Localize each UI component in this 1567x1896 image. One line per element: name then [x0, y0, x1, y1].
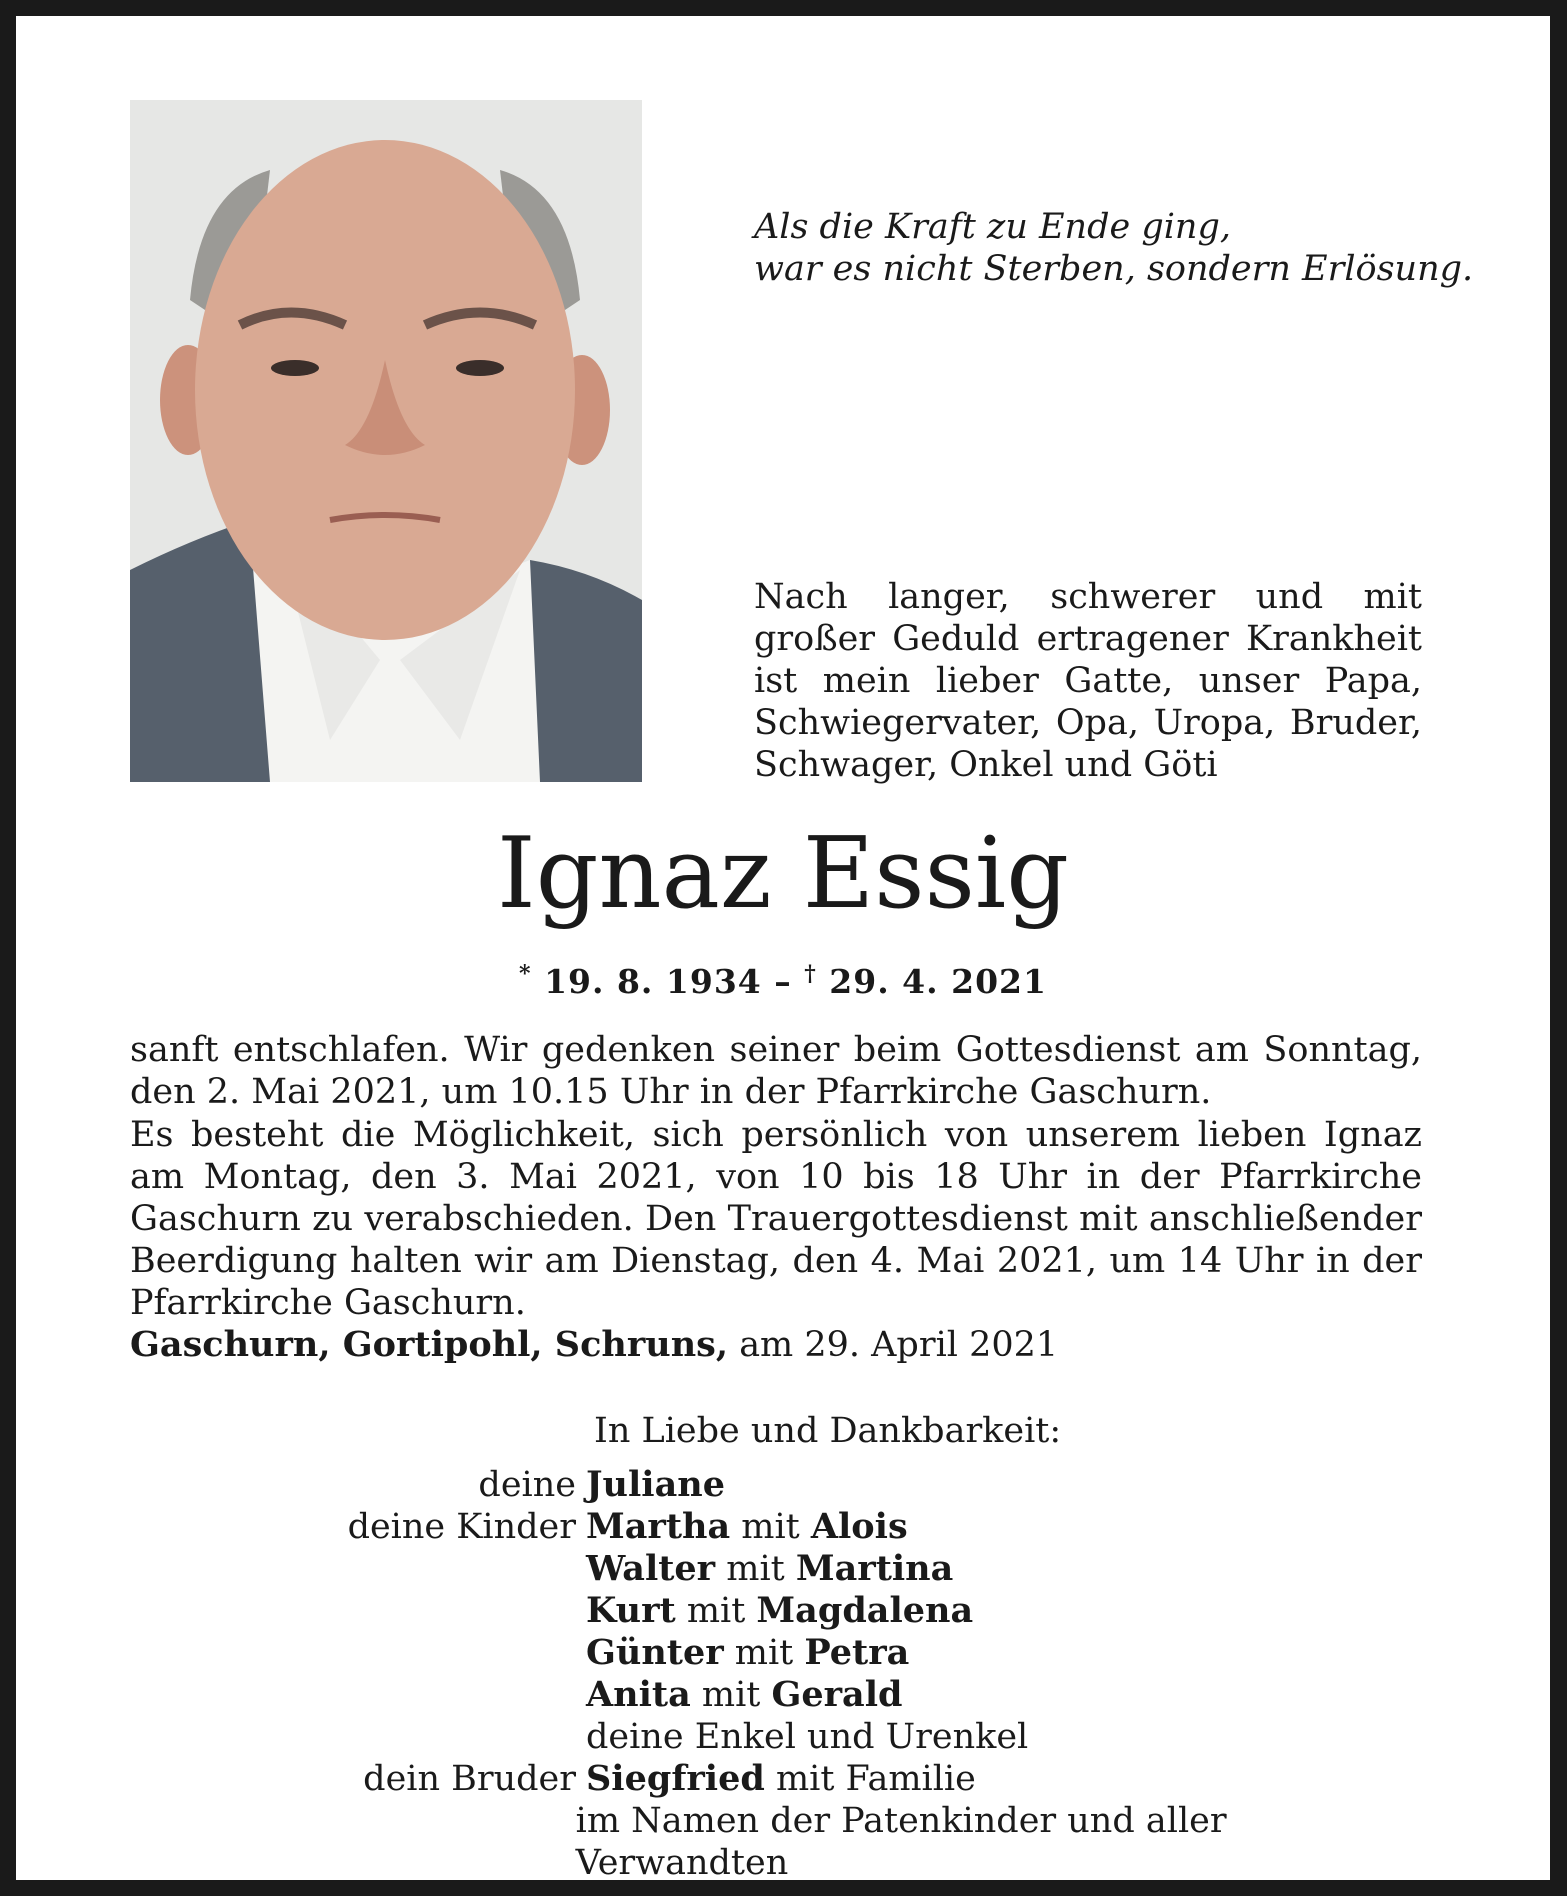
intro-text: Nach langer, schwerer und mit großer Geduld ertragener Krankheit ist mein lieber Gatte, unser Papa, Schwiegervater, Opa, Uropa, Bruder, Schwager, Onkel und Göti [754, 577, 1422, 785]
child-name: Kurt [586, 1590, 676, 1631]
birth-symbol: * [519, 961, 532, 987]
mourner-row [130, 1464, 1430, 1506]
place-date-line [130, 1324, 1058, 1365]
mourner-row [130, 1758, 1430, 1800]
deceased-name: Ignaz Essig [497, 817, 1069, 931]
with-word: mit [690, 1675, 772, 1715]
child-partner: Gerald [771, 1674, 903, 1715]
place-date: am 29. April 2021 [728, 1325, 1059, 1365]
wife-name: Juliane [586, 1464, 725, 1505]
child-name: Anita [586, 1674, 691, 1715]
portrait-illustration [130, 100, 642, 782]
farewell-paragraph: Es besteht die Möglichkeit, sich persönlich von unserem lieben Ignaz am Montag, den 3. Mai 2021, von 10 bis 18 Uhr in der Pfarrkirche Gaschurn zu verabschieden. Den Trauergottesdienst mit anschließender Beerdigung halten wir am Dienstag, den 4. Mai 2021, um 14 Uhr in der Pfarrkirche Gaschurn. [130, 1115, 1422, 1323]
service-paragraph: sanft entschlafen. Wir gedenken seiner beim Gottesdienst am Sonntag, den 2. Mai 2021, um 10.15 Uhr in der Pfarrkirche Gaschurn. [130, 1030, 1422, 1112]
children-label: deine Kinder [347, 1507, 576, 1547]
brother-suffix: mit Familie [764, 1759, 976, 1799]
child-name: Günter [586, 1632, 724, 1673]
wife-label: deine [478, 1465, 576, 1505]
motto [754, 206, 1514, 290]
birth-date: 19. 8. 1934 [544, 962, 762, 1001]
motto-line-1: Als die Kraft zu Ende ging, [754, 207, 1231, 247]
with-word: mit [723, 1633, 805, 1673]
motto-line-2: war es nicht Sterben, sondern Erlösung. [754, 249, 1474, 289]
with-word: mit [715, 1549, 796, 1589]
thanks-line: In Liebe und Dankbarkeit: [594, 1411, 1062, 1451]
place-towns: Gaschurn, Gortipohl, Schruns, [130, 1324, 729, 1365]
mourner-row [130, 1800, 1430, 1884]
mourner-row [130, 1590, 1430, 1632]
portrait-photo [130, 100, 642, 782]
brother-label: dein Bruder [363, 1759, 576, 1799]
mourner-row [130, 1674, 1430, 1716]
child-name: Martha [586, 1506, 731, 1547]
mourner-row [130, 1632, 1430, 1674]
date-dash: – [774, 962, 792, 1001]
closing-line: im Namen der Patenkinder und aller Verwandten [575, 1801, 1227, 1883]
obituary-page [16, 16, 1550, 1883]
mourner-row [130, 1548, 1430, 1590]
brother-name: Siegfried [586, 1758, 765, 1799]
death-date: 29. 4. 2021 [829, 962, 1047, 1001]
child-name: Walter [586, 1548, 716, 1589]
child-partner: Martina [795, 1548, 954, 1589]
with-word: mit [675, 1591, 757, 1631]
child-partner: Petra [804, 1632, 910, 1673]
life-dates [16, 961, 1550, 1001]
child-partner: Alois [810, 1506, 908, 1547]
mourner-row [130, 1506, 1430, 1548]
death-symbol: † [804, 961, 817, 987]
with-word: mit [730, 1507, 811, 1547]
child-partner: Magdalena [756, 1590, 974, 1631]
grandchildren: deine Enkel und Urenkel [586, 1717, 1029, 1757]
mourners-list [130, 1464, 1430, 1884]
mourner-row [130, 1716, 1430, 1758]
